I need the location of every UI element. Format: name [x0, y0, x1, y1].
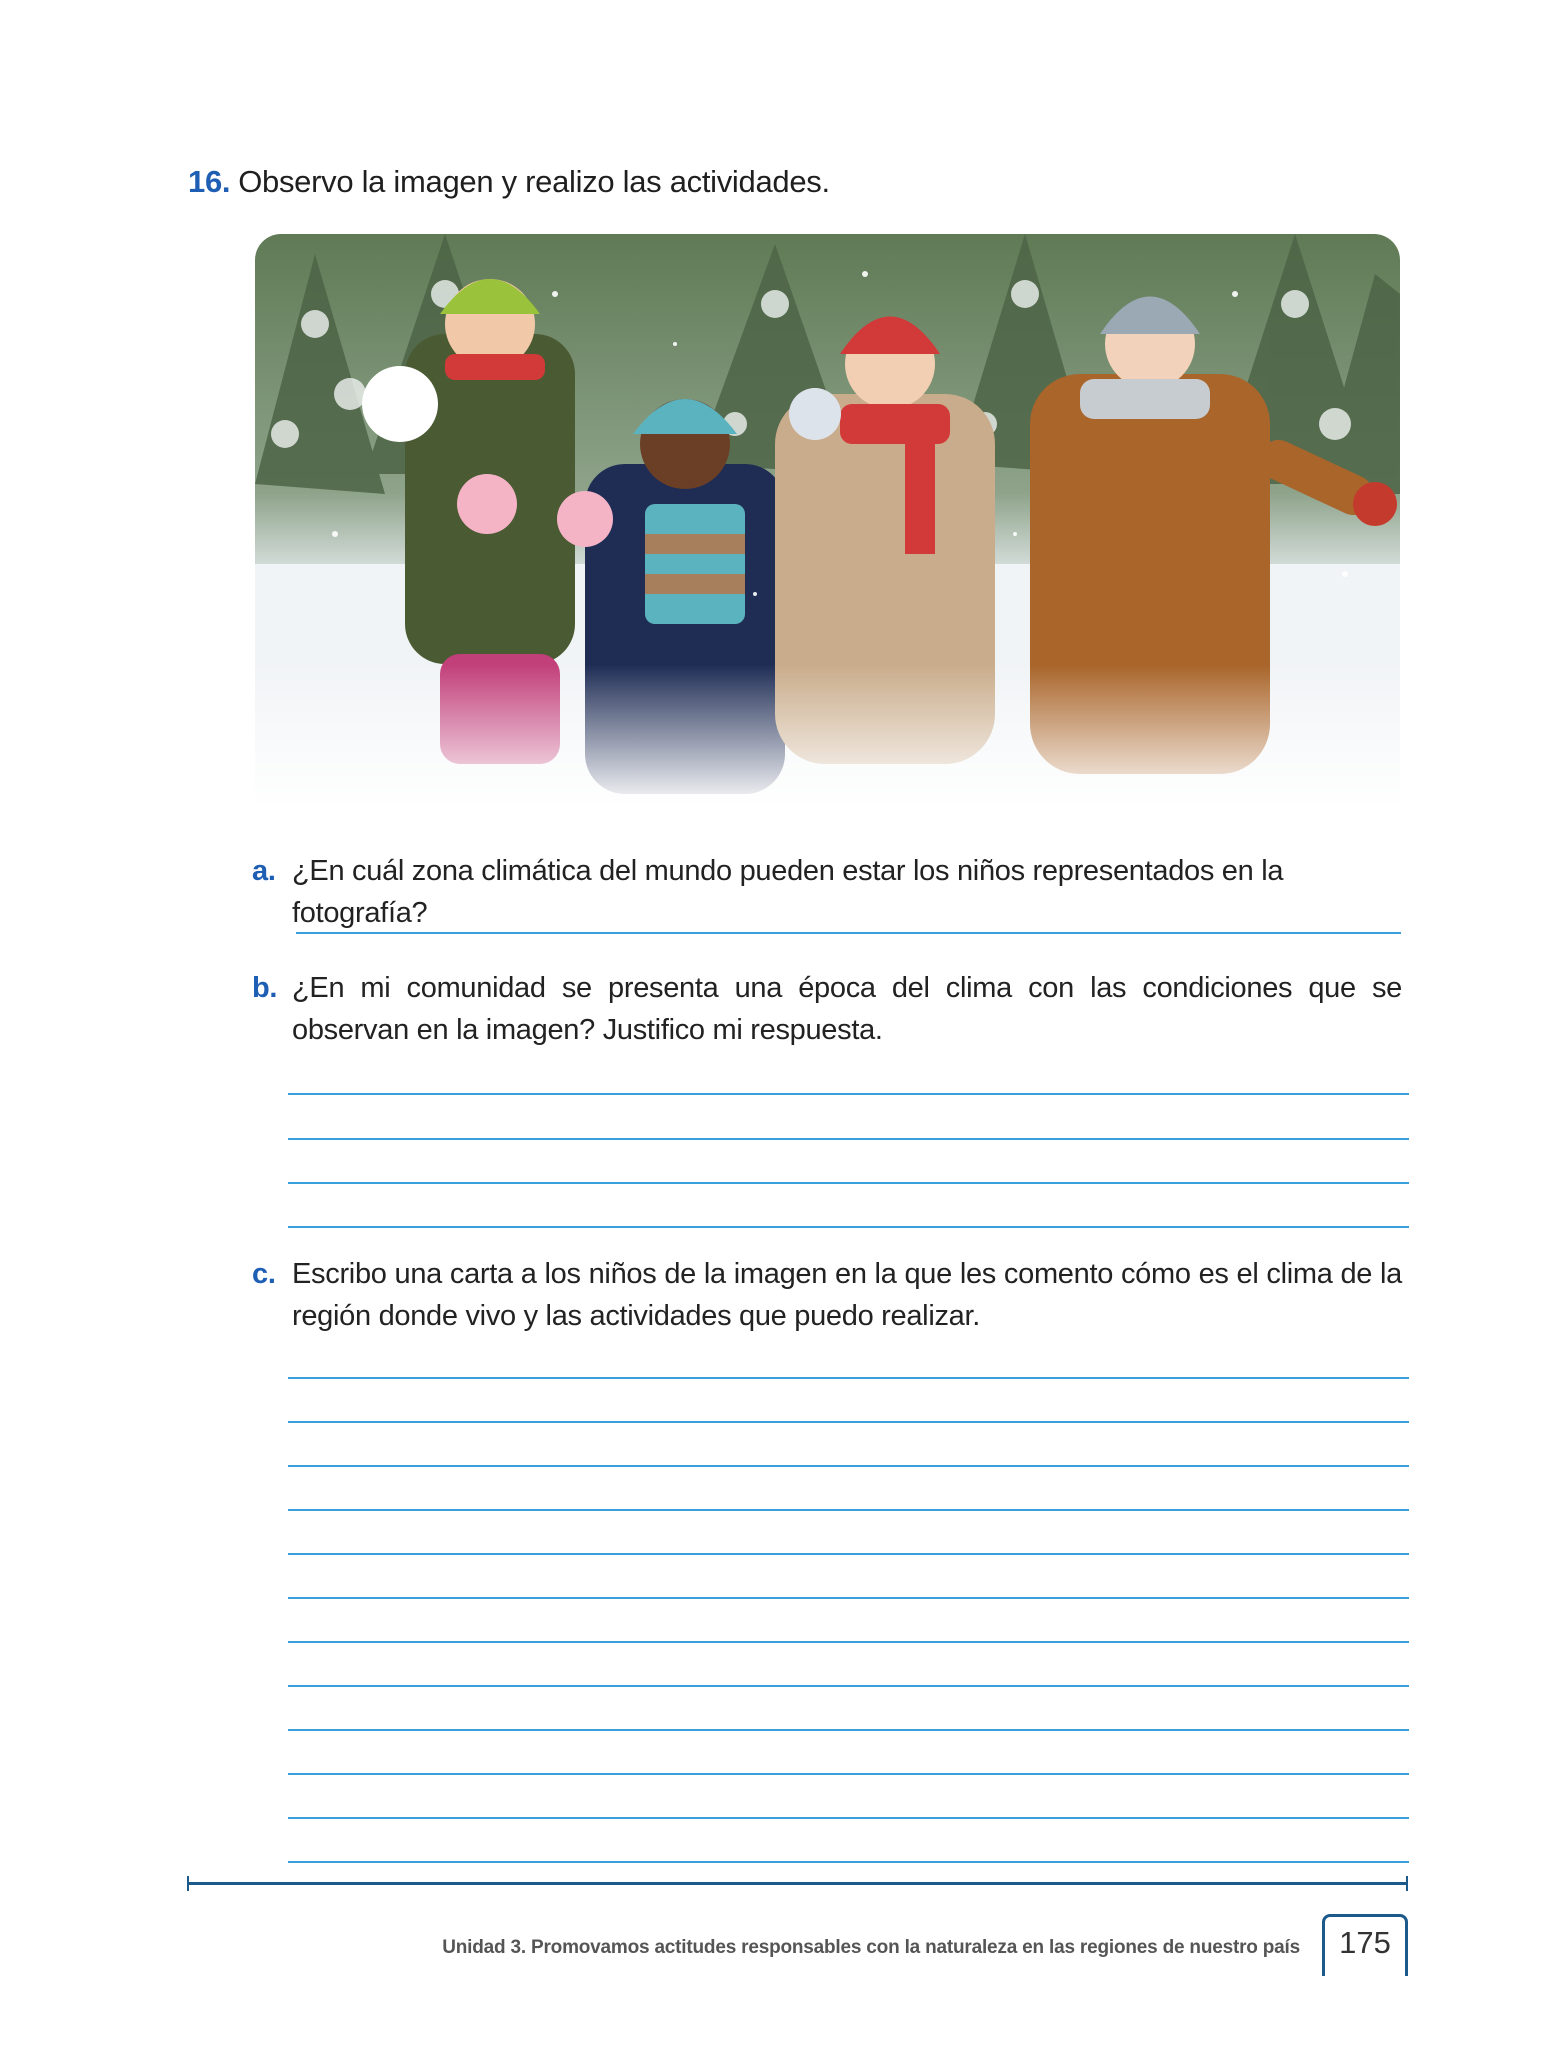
question-c — [252, 1253, 1402, 1337]
question-b — [252, 967, 1402, 1051]
answer-line-c-12[interactable] — [288, 1861, 1409, 1863]
answer-line-c-10[interactable] — [288, 1773, 1409, 1775]
answer-line-b-4[interactable] — [288, 1226, 1409, 1228]
answer-line-b-2[interactable] — [288, 1138, 1409, 1140]
answer-line-b-3[interactable] — [288, 1182, 1409, 1184]
question-a-letter: a. — [252, 855, 276, 887]
question-b-text: ¿En mi comunidad se presenta una época del clima con las condiciones que se observan en la imagen? Justifico mi respuesta. — [292, 972, 1402, 1046]
answer-line-c-2[interactable] — [288, 1421, 1409, 1423]
answer-line-c-8[interactable] — [288, 1685, 1409, 1687]
activity-heading — [188, 164, 830, 200]
footer-rule — [188, 1882, 1408, 1885]
answer-line-c-3[interactable] — [288, 1465, 1409, 1467]
activity-number: 16. — [188, 164, 231, 199]
question-c-letter: c. — [252, 1258, 276, 1290]
answer-line-c-11[interactable] — [288, 1817, 1409, 1819]
question-b-letter: b. — [252, 972, 278, 1004]
footer-unit-title: Unidad 3. Promovamos actitudes responsables con la naturaleza en las regiones de nuestro país — [442, 1937, 1300, 1958]
winter-children-photo — [255, 234, 1400, 808]
question-a — [252, 850, 1402, 934]
page-number-box — [1322, 1914, 1408, 1976]
answer-line-b-1[interactable] — [288, 1093, 1409, 1095]
activity-instruction: Observo la imagen y realizo las actividades. — [238, 164, 830, 199]
answer-line-c-4[interactable] — [288, 1509, 1409, 1511]
footer-rule-left-tick — [187, 1876, 189, 1891]
question-a-text: ¿En cuál zona climática del mundo pueden estar los niños representados en la fotografía? — [292, 855, 1284, 929]
page-number: 175 — [1339, 1925, 1391, 1960]
answer-line-c-7[interactable] — [288, 1641, 1409, 1643]
answer-line-c-1[interactable] — [288, 1377, 1409, 1379]
footer-rule-right-tick — [1406, 1876, 1408, 1891]
answer-line-a-1[interactable] — [296, 932, 1401, 934]
answer-line-c-5[interactable] — [288, 1553, 1409, 1555]
answer-line-c-9[interactable] — [288, 1729, 1409, 1731]
answer-line-c-6[interactable] — [288, 1597, 1409, 1599]
question-c-text: Escribo una carta a los niños de la imagen en la que les comento cómo es el clima de la región donde vivo y las actividades que puedo realizar. — [292, 1258, 1402, 1332]
